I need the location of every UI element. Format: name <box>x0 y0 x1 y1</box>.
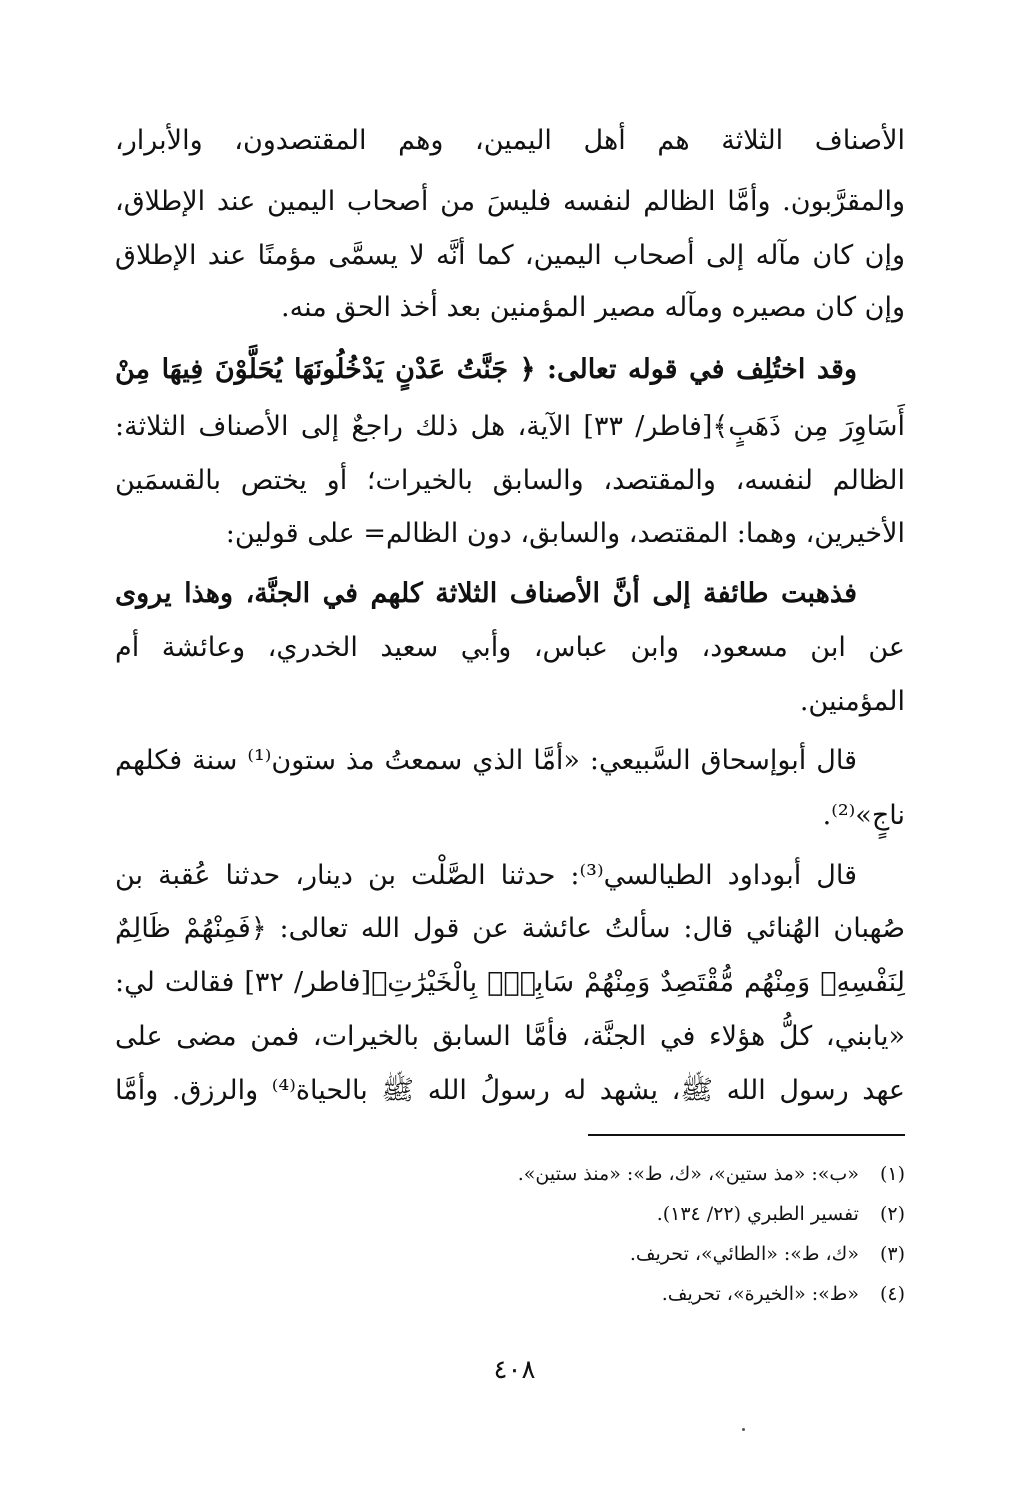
page-number: ٤٠٨ <box>493 1355 536 1385</box>
text-line: فذهبت طائفة إلى أنَّ الأصناف الثلاثة كلهم في الجنَّة، وهذا يروى <box>115 578 857 609</box>
footnote-number: (٢) <box>879 1203 905 1225</box>
text-line: صُهبان الهُنائي قال: سألتُ عائشة عن قول الله تعالى: ﴿فَمِنْهُمْ ظَالِمٌ <box>115 913 905 944</box>
text-line: «يابني، كلُّ هؤلاء في الجنَّة، فأمَّا السابق بالخيرات، فمن مضى على <box>115 1021 905 1052</box>
text-line: لِنَفْسِهِۦ وَمِنْهُم مُّقْتَصِدٌ وَمِنْهُمْ سَابِقٌۢ بِالْخَيْرَٰتِ﴾[فاطر/ ٣٢] فقالت لي: <box>115 967 905 998</box>
text-line: الأخيرين، وهما: المقتصد، والسابق، دون الظالم= على قولين: <box>225 518 905 549</box>
text-line: قال أبوداود الطيالسي⁽³⁾: حدثنا الصَّلْت بن دينار، حدثنا عُقبة بن <box>115 860 858 891</box>
text-line: المؤمنين. <box>799 686 905 717</box>
text-line: ناجٍ»⁽²⁾. <box>822 800 905 831</box>
footnote <box>662 1283 905 1305</box>
footnote-text: «ب»: «مذ ستين»، «ك، ط»: «منذ ستين». <box>517 1163 859 1185</box>
text-line: عن ابن مسعود، وابن عباس، وأبي سعيد الخدري، وعائشة أم <box>115 632 905 663</box>
footnote-divider <box>588 1134 905 1136</box>
scan-speck <box>742 1428 745 1431</box>
footnote-number: (١) <box>879 1163 905 1185</box>
footnote <box>630 1243 905 1265</box>
footnote <box>657 1203 905 1225</box>
footnote-text: «ط»: «الخيرة»، تحريف. <box>661 1283 859 1305</box>
body-text <box>115 0 905 1120</box>
text-line: أَسَاوِرَ مِن ذَهَبٍ﴾[فاطر/ ٣٣] الآية، هل ذلك راجعٌ إلى الأصناف الثلاثة: <box>115 411 905 442</box>
text-line: والمقرَّبون. وأمَّا الظالم لنفسه فليسَ من أصحاب اليمين عند الإطلاق، <box>115 186 905 217</box>
footnote-number: (٤) <box>879 1283 905 1305</box>
footnote-text: «ك، ط»: «الطائي»، تحريف. <box>629 1243 859 1265</box>
text-line: وإن كان مصيره ومآله مصير المؤمنين بعد أخذ الحق منه. <box>281 292 905 323</box>
text-line: وقد اختُلِف في قوله تعالى: ﴿ جَنَّتُ عَدْنٍ يَدْخُلُونَهَا يُحَلَّوْنَ فِيهَا مِنْ <box>115 354 857 385</box>
text-line: قال أبوإسحاق السَّبيعي: «أمَّا الذي سمعتُ مذ ستون⁽¹⁾ سنة فكلهم <box>115 745 857 776</box>
text-line: عهد رسول الله ﷺ، يشهد له رسولُ الله ﷺ بالحياة⁽⁴⁾ والرزق. وأمَّا <box>115 1075 905 1106</box>
footnote-text: تفسير الطبري (٢٢/ ١٣٤). <box>656 1203 859 1225</box>
footnote-number: (٣) <box>879 1243 905 1265</box>
text-line: الظالم لنفسه، والمقتصد، والسابق بالخيرات؛ أو يختص بالقسمَين <box>115 465 905 496</box>
footnote <box>518 1163 905 1185</box>
text-line: وإن كان مآله إلى أصحاب اليمين، كما أنَّه لا يسمَّى مؤمنًا عند الإطلاق <box>115 240 905 271</box>
text-line: الأصناف الثلاثة هم أهل اليمين، وهم المقتصدون، والأبرار، <box>115 125 905 156</box>
